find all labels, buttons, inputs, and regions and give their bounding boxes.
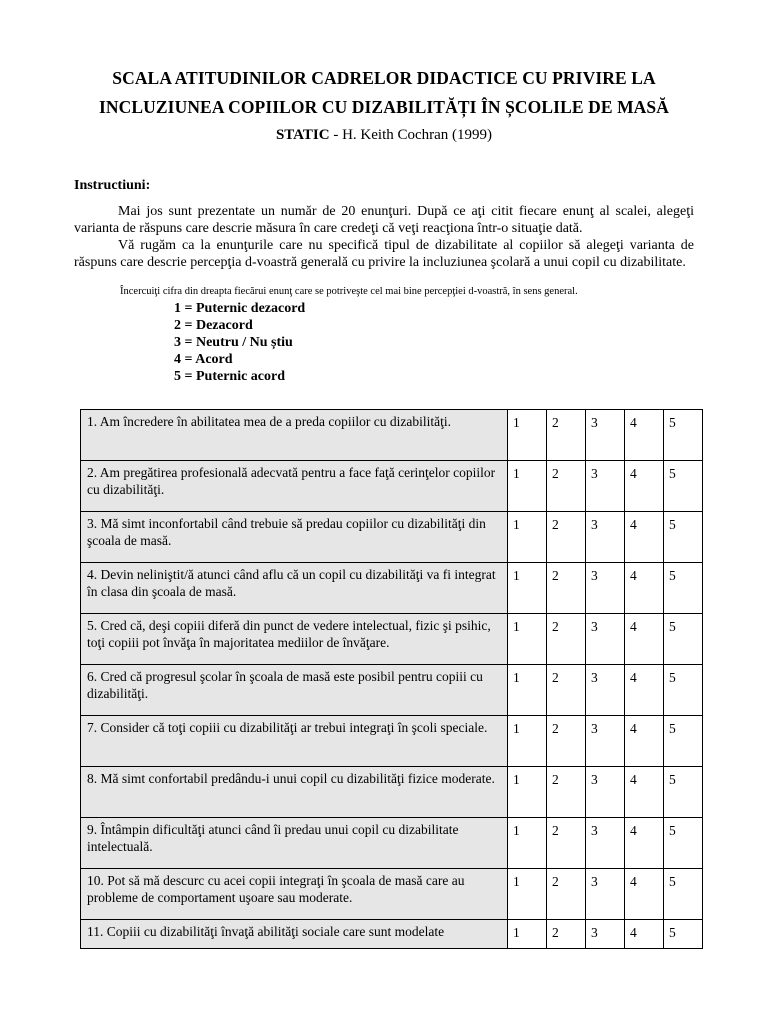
rating-option-2[interactable]: 2	[547, 920, 586, 949]
rating-option-5[interactable]: 5	[664, 869, 703, 920]
rating-option-5[interactable]: 5	[664, 767, 703, 818]
rating-option-3[interactable]: 3	[586, 563, 625, 614]
rating-option-3[interactable]: 3	[586, 869, 625, 920]
rating-option-3[interactable]: 3	[586, 767, 625, 818]
rating-option-2[interactable]: 2	[547, 614, 586, 665]
rating-option-5[interactable]: 5	[664, 512, 703, 563]
table-row	[81, 716, 703, 767]
rating-option-5[interactable]: 5	[664, 716, 703, 767]
rating-option-1[interactable]: 1	[508, 665, 547, 716]
rating-option-4[interactable]: 4	[625, 614, 664, 665]
table-row	[81, 410, 703, 461]
instructions-paragraph-2: Vă rugăm ca la enunţurile care nu specifică tipul de dizabilitate al copiilor să alegeţi varianta de răspuns care descrie percepţia d-voastră generală cu privire la incluziunea şcolară a unui copil cu dizabilitate.	[74, 238, 694, 270]
statement-text: 6. Cred că progresul şcolar în şcoala de masă este posibil pentru copiii cu dizabilităţi.	[81, 665, 508, 716]
table-row	[81, 869, 703, 920]
table-row	[81, 665, 703, 716]
rating-option-1[interactable]: 1	[508, 920, 547, 949]
rating-option-3[interactable]: 3	[586, 512, 625, 563]
rating-option-5[interactable]: 5	[664, 461, 703, 512]
rating-option-4[interactable]: 4	[625, 920, 664, 949]
rating-option-1[interactable]: 1	[508, 818, 547, 869]
statement-text: 3. Mă simt inconfortabil când trebuie să predau copiilor cu dizabilităţi din şcoala de masă.	[81, 512, 508, 563]
rating-option-5[interactable]: 5	[664, 410, 703, 461]
statement-text: 5. Cred că, deşi copiii diferă din punct de vedere intelectual, fizic şi psihic, toţi copiii pot învăţa în majoritatea mediilor de învăţare.	[81, 614, 508, 665]
rating-option-1[interactable]: 1	[508, 614, 547, 665]
legend-item: 1 = Puternic dezacord	[174, 301, 306, 316]
rating-option-4[interactable]: 4	[625, 512, 664, 563]
rating-option-2[interactable]: 2	[547, 410, 586, 461]
title-line-2: INCLUZIUNEA COPIILOR CU DIZABILITĂȚI ÎN ȘCOLILE DE MASĂ	[99, 97, 669, 117]
instructions-note: Încercuiţi cifra din dreapta fiecărui enunţ care se potriveşte cel mai bine percepţiei d-voastră, în sens general.	[120, 286, 578, 297]
table-row	[81, 614, 703, 665]
legend-item: 2 = Dezacord	[174, 318, 253, 333]
rating-option-1[interactable]: 1	[508, 563, 547, 614]
legend-item: 5 = Puternic acord	[174, 369, 286, 384]
rating-option-4[interactable]: 4	[625, 410, 664, 461]
title-line-1: SCALA ATITUDINILOR CADRELOR DIDACTICE CU PRIVIRE LA	[112, 68, 656, 88]
rating-option-2[interactable]: 2	[547, 869, 586, 920]
subtitle-acronym: STATIC	[275, 127, 330, 143]
rating-option-4[interactable]: 4	[625, 869, 664, 920]
rating-option-1[interactable]: 1	[508, 461, 547, 512]
table-row	[81, 461, 703, 512]
rating-option-1[interactable]: 1	[508, 869, 547, 920]
rating-option-1[interactable]: 1	[508, 512, 547, 563]
rating-option-4[interactable]: 4	[625, 665, 664, 716]
rating-option-5[interactable]: 5	[664, 563, 703, 614]
legend-item: 3 = Neutru / Nu știu	[174, 335, 293, 350]
statement-text: 11. Copiii cu dizabilităţi învaţă abilităţi sociale care sunt modelate	[81, 920, 508, 949]
rating-option-2[interactable]: 2	[547, 512, 586, 563]
rating-option-2[interactable]: 2	[547, 665, 586, 716]
statement-text: 2. Am pregătirea profesională adecvată pentru a face faţă cerinţelor copiilor cu dizabilităţi.	[81, 461, 508, 512]
rating-option-3[interactable]: 3	[586, 665, 625, 716]
rating-option-2[interactable]: 2	[547, 818, 586, 869]
statement-text: 1. Am încredere în abilitatea mea de a preda copiilor cu dizabilităţi.	[81, 410, 508, 461]
rating-option-1[interactable]: 1	[508, 410, 547, 461]
statement-text: 9. Întâmpin dificultăţi atunci când îi predau unui copil cu dizabilitate intelectuală.	[81, 818, 508, 869]
rating-option-1[interactable]: 1	[508, 716, 547, 767]
statement-text: 4. Devin neliniştit/ă atunci când aflu că un copil cu dizabilităţi va fi integrat în clasa din şcoala de masă.	[81, 563, 508, 614]
table-row	[81, 920, 703, 949]
table-row	[81, 563, 703, 614]
rating-option-5[interactable]: 5	[664, 818, 703, 869]
rating-option-3[interactable]: 3	[586, 818, 625, 869]
rating-option-2[interactable]: 2	[547, 767, 586, 818]
instructions-paragraph-1: Mai jos sunt prezentate un număr de 20 enunţuri. După ce aţi citit fiecare enunţ al scalei, alegeţi varianta de răspuns care descrie măsura în care credeţi că veţi reacţiona într-o situaţie dată.	[74, 204, 694, 236]
rating-option-2[interactable]: 2	[547, 563, 586, 614]
subtitle	[60, 127, 708, 144]
rating-option-3[interactable]: 3	[586, 614, 625, 665]
table-row	[81, 818, 703, 869]
statement-text: 10. Pot să mă descurc cu acei copii integraţi în şcoala de masă care au probleme de comportament uşoare sau moderate.	[81, 869, 508, 920]
rating-option-1[interactable]: 1	[508, 767, 547, 818]
rating-legend	[174, 300, 305, 385]
rating-option-4[interactable]: 4	[625, 818, 664, 869]
scale-table	[80, 409, 703, 949]
statement-text: 7. Consider că toţi copiii cu dizabilităţi ar trebui integraţi în şcoli speciale.	[81, 716, 508, 767]
instructions-heading: Instructiuni:	[74, 178, 151, 193]
rating-option-3[interactable]: 3	[586, 461, 625, 512]
subtitle-author: - H. Keith Cochran (1999)	[329, 127, 493, 143]
rating-option-3[interactable]: 3	[586, 716, 625, 767]
rating-option-2[interactable]: 2	[547, 716, 586, 767]
legend-item: 4 = Acord	[174, 352, 233, 367]
table-row	[81, 767, 703, 818]
rating-option-4[interactable]: 4	[625, 716, 664, 767]
rating-option-5[interactable]: 5	[664, 665, 703, 716]
rating-option-4[interactable]: 4	[625, 461, 664, 512]
statement-text: 8. Mă simt confortabil predându-i unui copil cu dizabilităţi fizice moderate.	[81, 767, 508, 818]
rating-option-5[interactable]: 5	[664, 920, 703, 949]
rating-option-3[interactable]: 3	[586, 920, 625, 949]
rating-option-5[interactable]: 5	[664, 614, 703, 665]
rating-option-3[interactable]: 3	[586, 410, 625, 461]
table-row	[81, 512, 703, 563]
rating-option-2[interactable]: 2	[547, 461, 586, 512]
rating-option-4[interactable]: 4	[625, 563, 664, 614]
rating-option-4[interactable]: 4	[625, 767, 664, 818]
